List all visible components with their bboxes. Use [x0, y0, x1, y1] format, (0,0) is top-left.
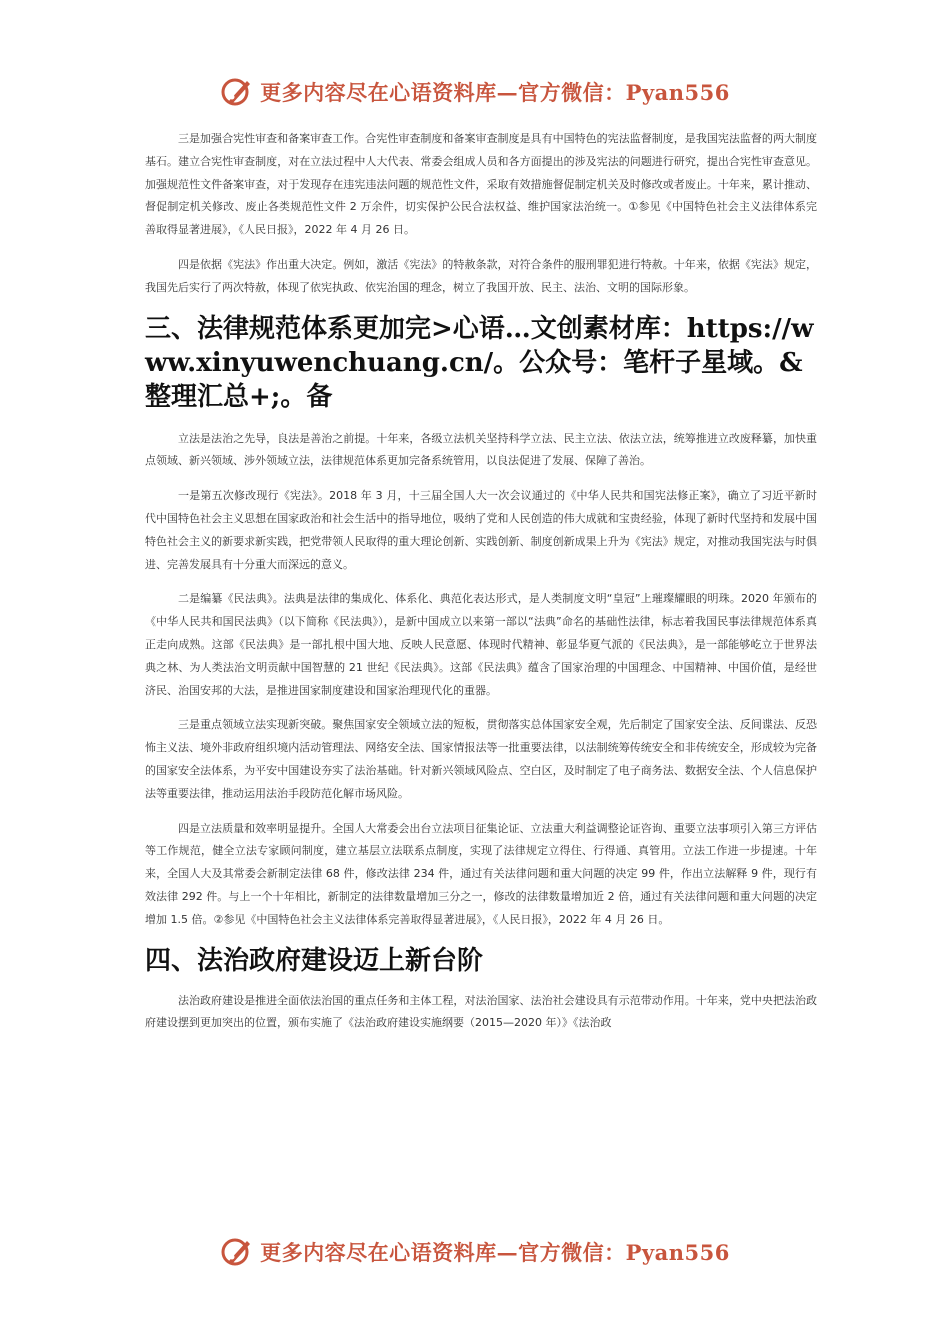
document-body: [145, 128, 817, 1047]
section-heading: 三、法律规范体系更加完>心语…文创素材库：https://www.xinyuwenchuang.cn/。公众号：笔杆子星域。&整理汇总+;。备: [145, 313, 814, 412]
paragraph: 四是依据《宪法》作出重大决定。例如，激活《宪法》的特赦条款，对符合条件的服刑罪犯进行特赦。十年来，依据《宪法》规定，我国先后实行了两次特赦，体现了依宪执政、依宪治国的理念，树立了我国开放、民主、法治、文明的国际形象。: [145, 257, 817, 294]
banner-text: 更多内容尽在心语资料库—官方微信：Pyan556: [260, 80, 730, 105]
paragraph: 四是立法质量和效率明显提升。全国人大常委会出台立法项目征集论证、立法重大利益调整论证咨询、重要立法事项引入第三方评估等工作规范，健全立法专家顾问制度，建立基层立法联系点制度，实现了法律规定立得住、行得通、真管用。立法工作进一步提速。十年来，全国人大及其常委会新制定法律 68 件，修改法律 234 件，通过有关法律问题和重大问题的决定 99 件，作出立法解释 9 件，现行有效法律 292 件。与上一个十年相比，新制定的法律数量增加三分之一，修改的法律数量增加近 2 倍，通过有关法律问题和重大问题的决定增加 1.5 倍。②参见《中国特色社会主义法律体系完善取得显著进展》，《人民日报》，2022 年 4 月 26 日。: [145, 821, 817, 926]
paragraph: 法治政府建设是推进全面依法治国的重点任务和主体工程，对法治国家、法治社会建设具有示范带动作用。十年来，党中央把法治政府建设摆到更加突出的位置，颁布实施了《法治政府建设实施纲要（2015—2020 年）》《法治政: [145, 993, 817, 1030]
paragraph: 一是第五次修改现行《宪法》。2018 年 3 月，十三届全国人大一次会议通过的《中华人民共和国宪法修正案》，确立了习近平新时代中国特色社会主义思想在国家政治和社会生活中的指导地位，吸纳了党和人民创造的伟大成就和宝贵经验，体现了新时代坚持和发展中国特色社会主义的新要求新实践，把党带领人民取得的重大理论创新、实践创新、制度创新成果上升为《宪法》规定，对推动我国宪法与时俱进、完善发展具有十分重大而深远的意义。: [145, 489, 817, 571]
footer-banner: [0, 1232, 950, 1272]
section-heading: 四、法治政府建设迈上新台阶: [145, 945, 484, 976]
pen-logo-icon: [220, 1235, 254, 1269]
header-banner: [0, 72, 950, 112]
banner-text: 更多内容尽在心语资料库—官方微信：Pyan556: [260, 1240, 730, 1265]
paragraph: 二是编纂《民法典》。法典是法律的集成化、体系化、典范化表达形式，是人类制度文明“皇冠”上璀璨耀眼的明珠。2020 年颁布的《中华人民共和国民法典》（以下简称《民法典》），是新中国成立以来第一部以“法典”命名的基础性法律，标志着我国民事法律规范体系真正走向成熟。这部《民法典》是一部扎根中国大地、反映人民意愿、体现时代精神、彰显华夏气派的《民法典》，是一部能够屹立于世界法典之林、为人类法治文明贡献中国智慧的 21 世纪《民法典》。这部《民法典》蕴含了国家治理的中国理念、中国精神、中国价值，是经世济民、治国安邦的大法，是推进国家制度建设和国家治理现代化的重器。: [145, 592, 817, 697]
pen-logo-icon: [220, 75, 254, 109]
paragraph: 立法是法治之先导，良法是善治之前提。十年来，各级立法机关坚持科学立法、民主立法、依法立法，统筹推进立改废释纂，加快重点领域、新兴领域、涉外领域立法，法律规范体系更加完备系统管用，以良法促进了发展、保障了善治。: [145, 431, 817, 468]
paragraph: 三是加强合宪性审查和备案审查工作。合宪性审查制度和备案审查制度是具有中国特色的宪法监督制度，是我国宪法监督的两大制度基石。建立合宪性审查制度，对在立法过程中人大代表、常委会组成人员和各方面提出的涉及宪法的问题进行研究，提出合宪性审查意见。加强规范性文件备案审查，对于发现存在违宪违法问题的规范性文件，采取有效措施督促制定机关及时修改或者废止。十年来，累计推动、督促制定机关修改、废止各类规范性文件 2 万余件，切实保护公民合法权益、维护国家法治统一。①参见《中国特色社会主义法律体系完善取得显著进展》，《人民日报》，2022 年 4 月 26 日。: [145, 132, 817, 237]
paragraph: 三是重点领域立法实现新突破。聚焦国家安全领域立法的短板，贯彻落实总体国家安全观，先后制定了国家安全法、反间谍法、反恐怖主义法、境外非政府组织境内活动管理法、网络安全法、国家情报法等一批重要法律，以法制统筹传统安全和非传统安全，形成较为完备的国家安全法体系，为平安中国建设夯实了法治基础。针对新兴领域风险点、空白区，及时制定了电子商务法、数据安全法、个人信息保护法等重要法律，推动运用法治手段防范化解市场风险。: [145, 718, 817, 800]
